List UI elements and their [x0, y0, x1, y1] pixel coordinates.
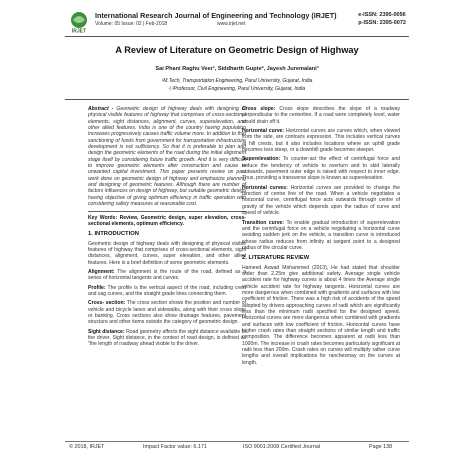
eissn: e-ISSN: 2395-0056: [358, 12, 406, 18]
cross-slope-paragraph: [242, 106, 400, 125]
footer-impact-factor: Impact Factor value: 6.171: [143, 444, 207, 450]
right-column: [242, 106, 400, 369]
sight-distance-text: Road geometry affects the sight distance available to the driver. Sight distance, in the context of road design, is defined as "the length of roadway ahead visible to the driver.: [88, 328, 247, 348]
journal-volume: Volume: 05 Issue: 02 | Feb-2018: [95, 21, 168, 27]
left-column: [88, 106, 246, 351]
profile-label: Profile:: [88, 284, 106, 291]
footer-page-number: Page 138: [369, 444, 393, 450]
journal-header: [65, 8, 409, 38]
horizontal-curves-label: Horizontal curves:: [242, 184, 288, 191]
abstract: [88, 106, 246, 208]
paper-title: A Review of Literature on Geometric Design of Highway: [115, 45, 359, 55]
vertical-curve-label: Horizontal curve:: [242, 128, 285, 135]
abstract-label: Abstract -: [88, 106, 114, 112]
cross-section-text: The cross section shows the position and number of vehicle and bicycle lanes and sidewalks, along with their cross slope or banking. Cross sections also show drainage features, pavement structure and other items outside the category of geometric design.: [88, 300, 246, 326]
vertical-curve-text: Horizontal curves are curves which, when viewed from the side, are contours expression. This includes vertical curves at hill crests, but it also includes locations where an uphill grade becomes less steep, or a downhill grade becomes steeper.: [242, 128, 401, 154]
horizontal-curves-text: Horizontal curves are provided to change the direction of centre line of the road. When a vehicle negotiates a horizontal curve, centrifugal force acts outwards through centre of gravity of the vehicle which depends upon the radius of curve and speed of vehicle.: [242, 184, 400, 217]
pissn: p-ISSN: 2395-0072: [358, 20, 406, 26]
affiliation-1: ¹M.Tech, Transportation Engineering, Parul University, Gujarat, India: [161, 78, 313, 84]
transition-curve-text: To enable gradual introduction of superelevation and the centrifugal force on a vehicle negotiating a horizontal curve avoiding sudden jerk on the vehicle, a transition curve is introduced whose radius reduces from infinity at tangent point to a designed radius of the circular curve.: [242, 219, 401, 251]
vertical-curve-paragraph: [242, 128, 400, 153]
paper-page: [65, 8, 409, 458]
page-footer: [65, 444, 409, 454]
keywords-label: Key Words:: [88, 214, 118, 221]
irjet-logo-icon: [67, 10, 91, 34]
section-heading-literature: 2. LITERATURE REVIEW: [242, 255, 310, 262]
affiliation-2: ²,³Professor, Civil Engineering, Parul University, Gujarat, India: [168, 86, 306, 92]
cross-slope-label: Cross slope:: [242, 106, 276, 112]
keywords: [88, 215, 246, 228]
footer-divider: [65, 441, 409, 442]
alignment-label: Alignment:: [88, 268, 115, 275]
header-divider: [65, 36, 409, 37]
profile-paragraph: [88, 285, 246, 298]
cross-section-paragraph: [88, 300, 246, 325]
superelevation-label: Superelevation:: [242, 156, 281, 163]
horizontal-curves-paragraph: [242, 185, 400, 217]
author-list: Sai Phani Raghu Veer¹, Siddharth Gupte², Jayesh Juremalani³: [155, 66, 319, 72]
issn-block: [358, 11, 406, 27]
alignment-text: The alignment is the route of the road, defined as a series of horizontal tangents and curves.: [88, 268, 246, 282]
journal-url[interactable]: www.irjet.net: [217, 21, 246, 27]
journal-name: International Research Journal of Engineering and Technology (IRJET): [95, 11, 337, 20]
sight-distance-paragraph: [88, 329, 246, 348]
abstract-text: Geometric design of highway deals with designing of physical visible features of highway that comprises of cross-sectional elements, sight distances, alignment, curves, superelevation, and other allied features. India is one of the country having population increases progressively causes traffic volume more. In addition to that sanctioning of funds from government for transportation infrastructure development is not sufficiency. So that it is preferable to plan and design the geometric elements of the road during the initial alignment stage itself by considering future traffic growth. And it is very difficult to improve geometric elements after construction and cause to unwanted capital investment. This paper presents review on past work done on geometric design of highway and emphasize planning and designing of geometric features. Although there are number of factors influences on design of highway, but suitable geometric design having objective of giving optimum efficiency in traffic operation with considering safety measures at reasonable cost.: [88, 106, 247, 208]
superelevation-paragraph: [242, 156, 400, 181]
footer-iso: ISO 9001:2008 Certified Journal: [243, 444, 321, 450]
intro-paragraph: Geometric design of highway deals with designing of physical visible features of highway that comprises of cross-sectional elements, sight distances, alignment, curves, super elevation, and other allied features. Here is a brief definition of some geometric elements.: [88, 240, 246, 266]
section-heading-intro: 1. INTRODUCTION: [88, 231, 139, 238]
alignment-paragraph: [88, 269, 246, 282]
keywords-text: Review, Geometric design, super elevation, cross-sectional elements, optimum efficiency.: [88, 214, 246, 227]
cross-slope-text: Cross slope describes the slope of a roadway perpendicular to the centerline. If a road were completely level, water would drain off it.: [242, 106, 400, 125]
transition-curve-paragraph: [242, 220, 400, 252]
transition-curve-label: Transition curve:: [242, 219, 285, 226]
superelevation-text: To counter-act the effect of centrifugal force and reduce the tendency of vehicle to overturn and to skid laterally outwards, pavement outer edge is raised with respect to inner edge. Thus, providing a transverse slope is known as superelevation.: [242, 156, 400, 182]
footer-copyright: © 2018, IRJET: [69, 444, 105, 450]
title-divider: [65, 99, 409, 100]
literature-paragraph: Hameed Aswad Mohammed (2013), He had stated that shoulder wider than 2.25m give additional safety. Average single vehicle accident rate for highway curves is about 4 times the Average single vehicle accident rate for highway tangents. Horizontal curves are more dangerous when combined with gradients and surfaces with low coefficient of friction. There was a high risk of accidents of the speed adopted by drivers approaching curves of radii which are significantly less than the minimum radii specified for the designed speed. Horizontal curves are more dangerous when combined with gradients and surfaces with low coefficient of friction. Horizontal curves have higher crash rates than straight sections of similar length and traffic composition. The difference becomes apparent at radii less than 1000m. The increase in crash rates becomes particularly significant at radii less than 200m. Crash rates on curves will multiply rather curve lengths and overall implications for ranchesmay on the curves at length.: [242, 264, 400, 366]
svg-text:IRJET: IRJET: [71, 28, 87, 34]
profile-text: The profile is the vertical aspect of the road, including crest and sag curves, and the straight grade lines connecting them.: [88, 284, 246, 297]
sight-distance-label: Sight distance:: [88, 328, 125, 335]
cross-section-label: Cross- section:: [88, 300, 126, 307]
